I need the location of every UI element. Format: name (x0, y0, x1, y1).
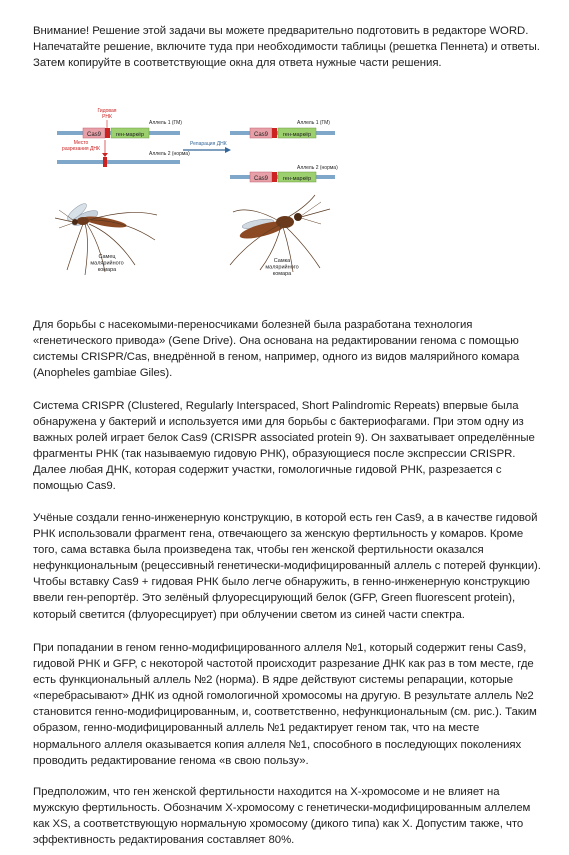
female-caption: Самка малярийного комара (265, 258, 299, 277)
cas9-label: Cas9 (86, 132, 102, 138)
marker-gene-label: ген-маркёр (115, 132, 145, 138)
left-allele1-construct (57, 128, 180, 138)
paragraph-crispr: Система CRISPR (Clustered, Regularly Interspaced, Short Palindromic Repeats) впервые была обнаружена у бактерий и используется ими для борьбы с бактериофагами. При этом одну из важных ролей играет белок Cas9 (CRISPR associated protein 9). Он захватывает определённые фрагменты РНК (так называемую гидовую РНК), образующиеся после экспрессии CRISPR. Далее любая ДНК, которая содержит участки, гомологичные гидовой РНК, разрезается с помощью Cas9. (33, 400, 535, 493)
right-allele2-construct (230, 172, 335, 182)
allele2-label-left: Аллель 2 (норма) (149, 151, 190, 157)
cut-site-mark (103, 157, 107, 167)
marker-gene-label: ген-маркёр (282, 176, 312, 182)
paragraph-gene-drive: Для борьбы с насекомыми-переносчиками болезней была разработана технология «генетического привода» (Gene Drive). Она основана на редактировании генома с помощью системы CRISPR/Cas, внедрённой в геном, например, одного из видов малярийного комара (Anopheles gambiae Giles). (33, 319, 520, 380)
marker-gene-label: ген-маркёр (282, 132, 312, 138)
repair-label: Репарация ДНК (190, 141, 227, 147)
cut-site-label: Место разрезания ДНК (62, 140, 100, 152)
male-caption: Самец малярийного комара (90, 254, 124, 273)
instruction-paragraph: Внимание! Решение этой задачи вы можете предварительно подготовить в редакторе WORD. Напечатайте решение, включите туда при необходимости таблицы (решетка Пеннета) и ответы. Затем копируйте в соответствующие окна для ответа нужные части решения. (33, 25, 540, 70)
allele2-label-right: Аллель 2 (норма) (297, 165, 338, 171)
gene-drive-figure (45, 100, 340, 300)
paragraph-construct: Учёные создали генно-инженерную конструкцию, в которой есть ген Cas9, а в качестве гидовой РНК использовали фрагмент гена, отвечающего за женскую фертильность у комаров. Кроме того, сама вставка была произведена так, чтобы ген женской фертильности оказался нефункциональным (рецессивный генетически-модифицированный аллель с потерей функции). Чтобы вставку Cas9 + гидовая РНК было легче обнаружить, в генно-инженерную конструкцию ввели ген-репортёр. Это зелёный флуоресцирующий белок (GFP, Green fluorescent protein), который светится (флуоресцирует) при облучении светом из синей части спектра. (33, 512, 541, 621)
cas9-label: Cas9 (253, 132, 269, 138)
right-allele1-construct (230, 128, 335, 138)
paragraph-assumption: Предположим, что ген женской фертильности находится на X-хромосоме и не влияет на мужскую фертильность. Обозначим X-хромосому с генетически-модифицированным аллелем как XS, а соответствующую нормальную хромосому (дикого типа) как X. Допустим также, что эффективность редактирования составляет 80%. (33, 786, 531, 847)
guide-rna-mark (105, 128, 110, 138)
allele1-label-left: Аллель 1 (ГМ) (149, 120, 182, 126)
allele1-label-right: Аллель 1 (ГМ) (297, 120, 330, 126)
cas9-label: Cas9 (253, 176, 269, 182)
paragraph-editing: При попадании в геном генно-модифицированного аллеля №1, который содержит гены Cas9, гидовой РНК и GFP, с некоторой частотой происходит разрезание ДНК как раз в том месте, где есть функциональный аллель №2 (норма). В ядре действуют системы репарации, которые «перебрасывают» ДНК из одной гомологичной хромосомы на другую. В результате аллель №2 становится генно-модифицированным, и, соответственно, нефункциональным (см. рис.). Таким образом, генно-модифицированный аллель №1 редактирует геном так, что на месте нормального аллеля оказывается копия аллеля №1, способного в последующих поколениях проводить редактирование генома «в свою пользу». (33, 642, 537, 767)
guide-rna-label: Гидовая РНК (97, 108, 117, 120)
